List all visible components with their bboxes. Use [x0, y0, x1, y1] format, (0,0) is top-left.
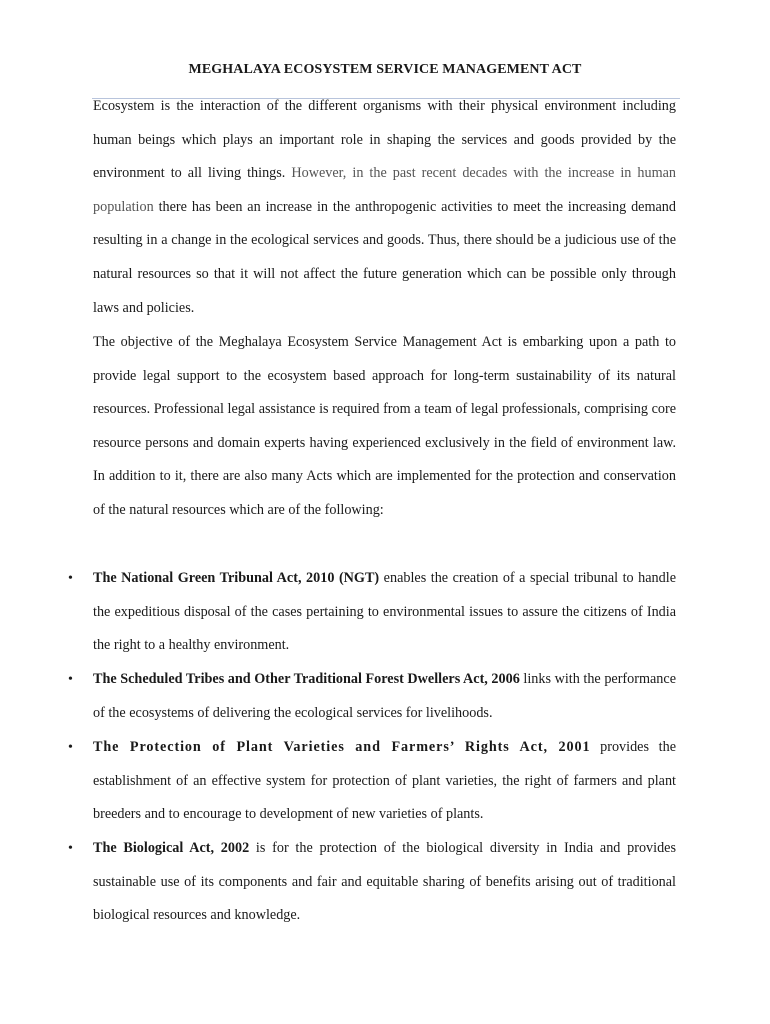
bullet-icon: • [68, 672, 73, 688]
acts-list [68, 562, 676, 933]
bullet-icon: • [68, 739, 73, 755]
list-item [68, 663, 676, 730]
act-name: The Biological Act, 2002 [93, 840, 250, 857]
list-item [68, 562, 676, 663]
act-description: enables the creation of a special tribunal to handle the expeditious disposal of the cases pertaining to environmental issues to assure the citizens of India the right to a healthy environment. [93, 570, 676, 654]
act-description: provides the establishment of an effective system for protection of plant varieties, the right of farmers and plant breeders and to encourage to development of new varieties of plants. [93, 738, 676, 823]
act-name: The Protection of Plant Varieties and Farmers’ Rights Act, 2001 [93, 738, 591, 755]
document-title: MEGHALAYA ECOSYSTEM SERVICE MANAGEMENT ACT [188, 62, 582, 77]
intro-text-part1: Ecosystem is the interaction of the different organisms with their physical environment including human beings which plays an important role in shaping the services and goods provided by the environment to all living things. [93, 98, 676, 182]
bullet-icon: • [68, 571, 73, 586]
act-name: The National Green Tribunal Act, 2010 (NGT) [93, 570, 380, 586]
intro-paragraph [93, 90, 676, 325]
list-item [68, 731, 676, 832]
act-description: links with the performance of the ecosystems of delivering the ecological services for livelihoods. [93, 671, 676, 721]
act-name: The Scheduled Tribes and Other Traditional Forest Dwellers Act, 2006 [93, 671, 520, 688]
intro-text-highlight: However, in the past recent decades with the increase in human population [93, 165, 677, 215]
act-description: is for the protection of the biological diversity in India and provides sustainable use of its components and fair and equitable sharing of benefits arising out of traditional biological resources and knowledge. [93, 840, 676, 924]
objective-paragraph: The objective of the Meghalaya Ecosystem Service Management Act is embarking upon a path to provide legal support to the ecosystem based approach for long-term sustainability of its natural resources. Professional legal assistance is required from a team of legal professionals, comprising core resource persons and domain experts having experienced exclusively in the field of environment law. In addition to it, there are also many Acts which are implemented for the protection and conservation of the natural resources which are of the following: [93, 334, 676, 518]
intro-text-part3: there has been an increase in the anthropogenic activities to meet the increasing demand resulting in a change in the ecological services and goods. Thus, there should be a judicious use of the natural resources so that it will not affect the future generation which can be possible only through laws and policies. [93, 198, 676, 316]
list-item [68, 832, 676, 933]
bullet-icon: • [68, 841, 73, 857]
